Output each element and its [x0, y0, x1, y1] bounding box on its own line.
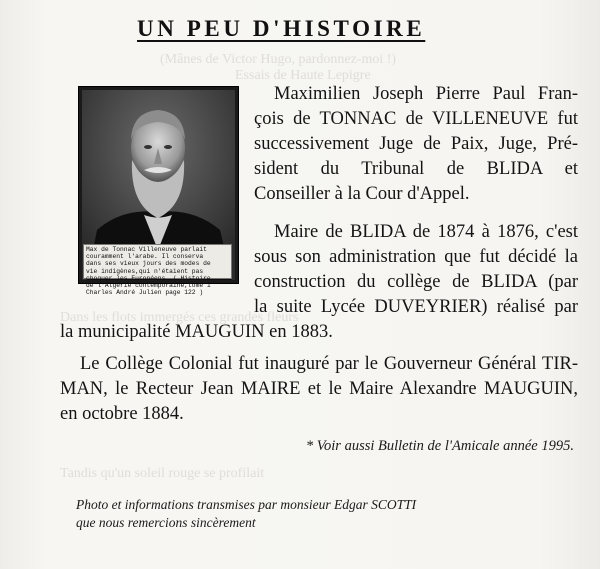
photo-credit — [76, 496, 416, 532]
paragraph-college-end — [60, 402, 184, 427]
text-line: en octobre 1884. — [60, 404, 184, 424]
credit-line: Photo et informations transmises par monsieur Edgar SCOTTI — [76, 497, 417, 512]
text-line: la municipalité MAUGUIN en 1883. — [60, 322, 333, 342]
paragraph-intro — [254, 82, 578, 182]
text-line: Conseiller à la Cour d'Appel. — [254, 184, 470, 204]
bleed-through-text: (Mânes de Victor Hugo, pardonnez-moi !) — [160, 52, 397, 67]
text-line: construction du collège de BLIDA (par — [254, 272, 578, 292]
caption-line: couramment l'arabe. Il conserva — [86, 253, 204, 261]
bleed-through-text: Tandis qu'un soleil rouge se profilait — [60, 466, 265, 481]
text-line: çois de TONNAC de VILLENEUVE fut — [254, 109, 578, 129]
footnote: * Voir aussi Bulletin de l'Amicale année 1995. — [305, 438, 574, 454]
caption-line: vie indigènes,qui n'étaient pas — [86, 267, 204, 275]
paragraph-mayor-end — [60, 320, 333, 345]
bleed-through-text: Dans les flots immergés ces grandes fleurs — [60, 310, 299, 325]
text-line: sident du Tribunal de BLIDA et — [254, 159, 578, 179]
paragraph-college — [60, 352, 578, 402]
page-title: UN PEU D'HISTOIRE — [137, 16, 426, 41]
photo-caption — [83, 244, 232, 297]
caption-line: de l'Algérie contemporaine,tome 1 — [86, 282, 211, 290]
text-line: sous son administration que fut décidé la — [254, 247, 578, 267]
caption-line: Charles André Julien page 122 ) — [86, 289, 204, 297]
text-line: la suite Lycée DUVEYRIER) réalisé par — [254, 297, 578, 317]
text-line: MAN, le Recteur Jean MAIRE et le Maire Alexandre MAUGUIN, — [60, 379, 578, 399]
text-line: Maire de BLIDA de 1874 à 1876, c'est — [274, 222, 578, 242]
caption-line: dans ses vieux jours des modes de — [86, 260, 211, 268]
paragraph-intro-end — [254, 182, 470, 207]
bleed-through-text: Essais de Haute Lepigre — [235, 68, 371, 83]
paragraph-mayor — [254, 220, 578, 320]
text-line: Maximilien Joseph Pierre Paul Fran- — [274, 84, 578, 104]
caption-line: choquer les Européens. ( Histoire — [86, 274, 211, 282]
credit-line: que nous remercions sincèrement — [76, 515, 256, 530]
caption-line: Max de Tonnac Villeneuve parlait — [86, 246, 207, 253]
text-line: Le Collège Colonial fut inauguré par le Gouverneur Général TIR- — [80, 354, 578, 374]
text-line: successivement Juge de Paix, Juge, Pré- — [254, 134, 578, 154]
